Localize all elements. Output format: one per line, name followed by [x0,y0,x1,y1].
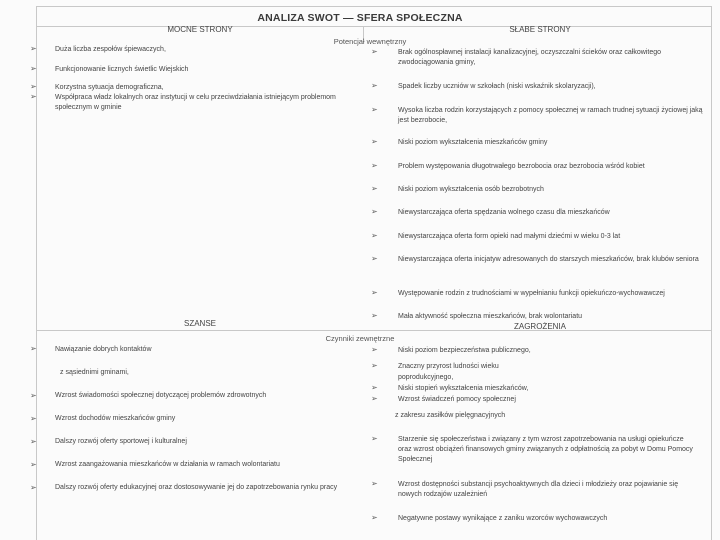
bullet-arrow-icon: ➢ [371,231,378,240]
opportunities-header: SZANSE [183,319,216,328]
weakness-item: Występowanie rodzin z trudnościami w wypełnianiu funkcji opiekuńczo-wychowawczej [398,290,665,297]
opportunity-item-continuation: z sąsiednimi gminami, [60,369,129,376]
bullet-arrow-icon: ➢ [371,137,378,146]
bullet-arrow-icon: ➢ [371,361,378,370]
weakness-item: Brak ogólnospławnej instalacji kanalizacyjnej, oczyszczalni ścieków oraz całkowitego zwodociągowania gminy, [398,49,662,66]
threat-item: Starzenie się społeczeństwa i związany z tym wzrost zapotrzebowania na usługi opiekuńcze oraz wzrost obciążeń finansowych gminy związanych z odpłatnością za pobyt w Domu Pomocy Społecznej [398,436,693,463]
bullet-arrow-icon: ➢ [371,383,378,392]
bullet-arrow-icon: ➢ [30,92,37,101]
external-subheader: Czynniki zewnętrzne [325,334,395,343]
opportunity-item: Dalszy rozwój oferty edukacyjnej oraz dostosowywanie jej do zapotrzebowania rynku pracy [55,484,338,491]
bullet-arrow-icon: ➢ [30,82,37,91]
strength-item: Funkcjonowanie licznych świetlic Wiejskich [55,66,189,73]
threat-item-continuation: z zakresu zasiłków pielęgnacyjnych [395,412,506,419]
threat-item: Niski stopień wykształcenia mieszkańców, [398,385,529,392]
bullet-arrow-icon: ➢ [371,184,378,193]
threat-item: Wzrost świadczeń pomocy społecznej [398,396,516,403]
weakness-item: Wysoka liczba rodzin korzystających z pomocy społecznej w ramach trudnej sytuacji życiowej jaką jest bezrobocie, [398,107,703,124]
divider-right-edge [711,6,712,540]
weakness-item: Niski poziom wykształcenia mieszkańców gminy [398,139,548,146]
bullet-arrow-icon: ➢ [371,311,378,320]
bullet-arrow-icon: ➢ [371,288,378,297]
weakness-item: Niewystarczająca oferta form opieki nad małymi dziećmi w wieku 0-3 lat [398,233,621,240]
threats-header: ZAGROŻENIA [513,322,566,331]
weakness-item: Problem występowania długotrwałego bezrobocia oraz bezrobocia wśród kobiet [398,163,645,170]
weakness-item: Niewystarczająca oferta spędzania wolnego czasu dla mieszkańców [398,209,610,216]
opportunity-item: Wzrost świadomości społecznej dotyczącej problemów zdrowotnych [55,392,267,399]
opportunity-item: Wzrost zaangażowania mieszkańców w działania w ramach wolontariatu [55,461,280,468]
bullet-arrow-icon: ➢ [371,105,378,114]
bullet-arrow-icon: ➢ [30,391,37,400]
threat-item: Negatywne postawy wynikające z zaniku wzorców wychowawczych [398,515,608,522]
bullet-arrow-icon: ➢ [371,81,378,90]
bullet-arrow-icon: ➢ [30,414,37,423]
bullet-arrow-icon: ➢ [371,161,378,170]
bullet-arrow-icon: ➢ [30,483,37,492]
bullet-arrow-icon: ➢ [371,207,378,216]
weakness-item: Niski poziom wykształcenia osób bezrobotnych [398,186,544,193]
bullet-arrow-icon: ➢ [30,437,37,446]
opportunity-item: Wzrost dochodów mieszkańców gminy [55,415,176,422]
bullet-arrow-icon: ➢ [371,47,378,56]
weakness-item: Niewystarczająca oferta inicjatyw adresowanych do starszych mieszkańców, brak klubów seniora [398,256,699,263]
bullet-arrow-icon: ➢ [30,344,37,353]
opportunity-item: Dalszy rozwój oferty sportowej i kulturalnej [55,438,187,445]
threat-item: Znaczny przyrost ludności wieku [398,363,499,370]
threat-item: Niski poziom bezpieczeństwa publicznego, [398,347,531,354]
page-title: ANALIZA SWOT — SFERA SPOŁECZNA [257,12,463,24]
strength-item: Korzystna sytuacja demograficzna, [55,84,164,91]
weakness-item: Spadek liczby uczniów w szkołach (niski wskaźnik skolaryzacji), [398,83,596,90]
bullet-arrow-icon: ➢ [371,513,378,522]
strengths-header: MOCNE STRONY [167,25,233,34]
bullet-arrow-icon: ➢ [371,254,378,263]
bullet-arrow-icon: ➢ [371,345,378,354]
divider-header-row [36,26,712,27]
bullet-arrow-icon: ➢ [371,479,378,488]
strength-item: Duża liczba zespołów śpiewaczych, [55,46,166,53]
divider-middle [36,330,712,331]
threat-item-continuation: poprodukcyjnego, [398,374,454,381]
bullet-arrow-icon: ➢ [30,44,37,53]
threat-item: Wzrost dostępności substancji psychoaktywnych dla dzieci i młodzieży oraz pojawianie się nowych rodzajów uzależnień [398,481,679,498]
bullet-arrow-icon: ➢ [30,460,37,469]
divider-top [36,6,712,7]
internal-subheader: Potencjał wewnętrzny [333,37,407,46]
weakness-item: Mała aktywność społeczna mieszkańców, brak wolontariatu [398,313,583,320]
bullet-arrow-icon: ➢ [371,394,378,403]
bullet-arrow-icon: ➢ [371,434,378,443]
weaknesses-header: SŁABE STRONY [509,25,571,34]
bullet-arrow-icon: ➢ [30,64,37,73]
strength-item: Współpraca władz lokalnych oraz instytucji w celu przeciwdziałania istniejącym problemom społecznym w gminie [55,94,336,111]
opportunity-item: Nawiązanie dobrych kontaktów [55,346,152,353]
